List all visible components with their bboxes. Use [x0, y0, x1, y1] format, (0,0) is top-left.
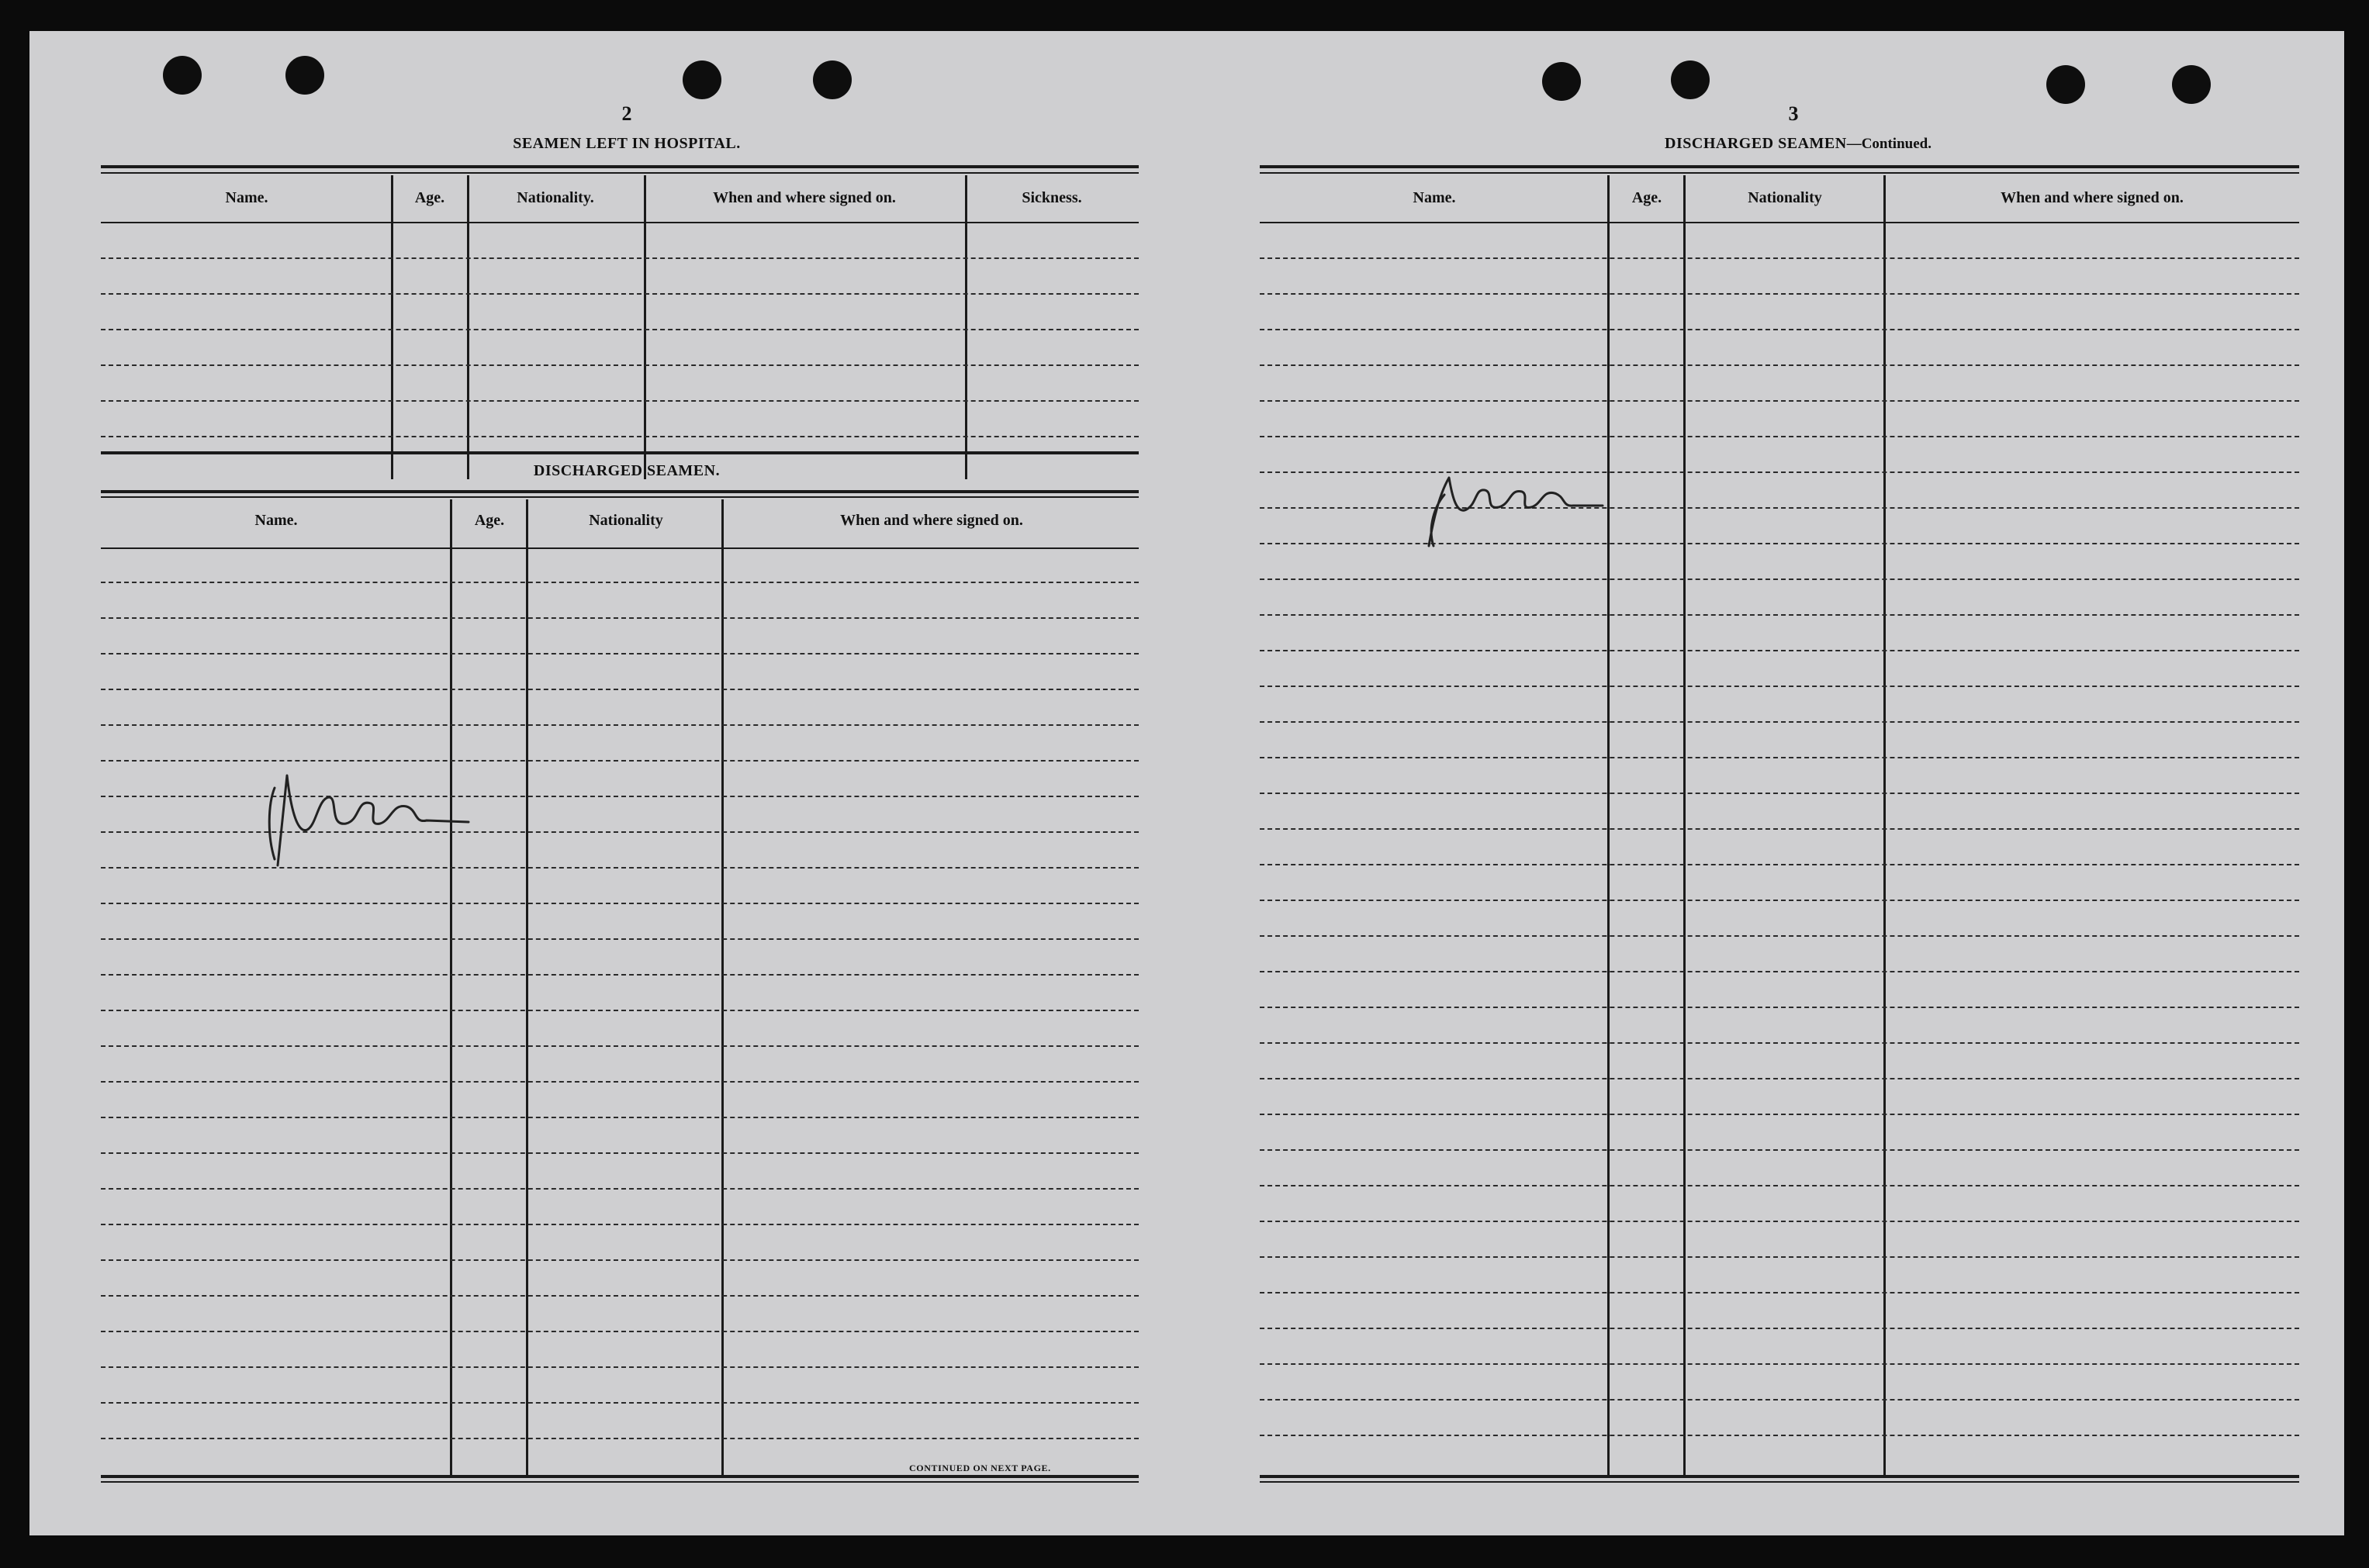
column-divider [644, 175, 646, 479]
row-line [101, 689, 1139, 690]
row-line [1260, 614, 2299, 616]
section-title-discharged-continued [1550, 135, 2046, 153]
punch-hole [1542, 62, 1581, 101]
handwritten-none-entry [1418, 465, 1620, 558]
column-divider [526, 499, 528, 1476]
punch-hole [683, 60, 721, 99]
title-text: DISCHARGED SEAMEN [1665, 135, 1847, 152]
row-line [101, 617, 1139, 619]
ledger-sheet [29, 31, 2344, 1535]
row-line [101, 1331, 1139, 1332]
row-line [101, 293, 1139, 295]
continued-note: CONTINUED ON NEXT PAGE. [909, 1463, 1051, 1473]
row-line [1260, 864, 2299, 865]
column-header-signed-on: When and where signed on. [840, 512, 1023, 529]
punch-hole [163, 56, 202, 95]
header-rule [101, 547, 1139, 549]
column-header-nationality: Nationality [589, 512, 663, 529]
row-line [1260, 1042, 2299, 1044]
rule [1260, 172, 2299, 174]
row-line [101, 1188, 1139, 1190]
row-line [101, 938, 1139, 940]
punch-hole [1671, 60, 1710, 99]
row-line [1260, 1221, 2299, 1222]
row-line [1260, 1435, 2299, 1436]
row-line [101, 1010, 1139, 1011]
column-header-age: Age. [414, 189, 445, 206]
row-line [1260, 1256, 2299, 1258]
row-line [1260, 757, 2299, 758]
row-line [101, 1224, 1139, 1225]
bottom-rule [101, 1481, 1139, 1483]
column-header-nationality: Nationality. [517, 189, 594, 206]
bottom-rule [1260, 1481, 2299, 1483]
row-line [101, 364, 1139, 366]
row-line [1260, 400, 2299, 402]
row-line [101, 1045, 1139, 1047]
row-line [101, 974, 1139, 976]
row-line [1260, 900, 2299, 901]
row-line [1260, 686, 2299, 687]
page-number: 3 [1788, 102, 1799, 125]
row-line [101, 400, 1139, 402]
column-header-age: Age. [474, 512, 505, 529]
header-rule [1260, 222, 2299, 223]
header-rule [101, 222, 1139, 223]
row-line [101, 1366, 1139, 1368]
column-header-age: Age. [1631, 189, 1662, 206]
column-divider [721, 499, 724, 1476]
row-line [101, 1081, 1139, 1083]
row-line [1260, 935, 2299, 937]
row-line [101, 436, 1139, 437]
punch-hole [813, 60, 852, 99]
row-line [101, 1259, 1139, 1261]
row-line [1260, 293, 2299, 295]
column-divider [1883, 175, 1886, 1478]
row-line [1260, 1399, 2299, 1400]
column-header-name: Name. [254, 512, 298, 529]
row-line [1260, 579, 2299, 580]
column-divider [467, 175, 469, 479]
row-line [101, 903, 1139, 904]
row-line [1260, 507, 2299, 509]
row-line [1260, 971, 2299, 972]
row-line [101, 724, 1139, 726]
bottom-rule [1260, 1475, 2299, 1478]
rule [101, 490, 1139, 493]
column-divider [1683, 175, 1686, 1478]
row-line [101, 257, 1139, 259]
row-line [1260, 793, 2299, 794]
row-line [101, 329, 1139, 330]
section-title-discharged: DISCHARGED SEAMEN. [533, 462, 721, 479]
row-line [1260, 257, 2299, 259]
row-line [1260, 436, 2299, 437]
row-line [1260, 1149, 2299, 1151]
column-divider [1607, 175, 1610, 1478]
column-divider [391, 175, 393, 479]
row-line [1260, 828, 2299, 830]
column-divider [965, 175, 967, 479]
section-title-hospital: SEAMEN LEFT IN HOSPITAL. [513, 135, 741, 152]
row-line [101, 653, 1139, 654]
bottom-rule [101, 1475, 1139, 1478]
column-header-signed-on: When and where signed on. [713, 189, 896, 206]
rule [101, 496, 1139, 498]
title-suffix: —Continued. [1846, 136, 1932, 152]
row-line [1260, 1078, 2299, 1079]
row-line [1260, 1185, 2299, 1186]
row-line [1260, 1292, 2299, 1293]
rule [101, 172, 1139, 174]
top-rule [1260, 165, 2299, 168]
punch-hole [285, 56, 324, 95]
row-line [101, 1295, 1139, 1297]
punch-hole [2172, 65, 2211, 104]
row-line [1260, 543, 2299, 544]
column-header-signed-on: When and where signed on. [2001, 189, 2184, 206]
page-number: 2 [621, 102, 632, 125]
row-line [1260, 650, 2299, 651]
row-line [1260, 1328, 2299, 1329]
row-line [1260, 1007, 2299, 1008]
row-line [1260, 364, 2299, 366]
column-divider [450, 499, 452, 1476]
column-header-name: Name. [1413, 189, 1456, 206]
column-header-name: Name. [225, 189, 268, 206]
column-header-sickness: Sickness. [1022, 189, 1082, 206]
top-rule [101, 165, 1139, 168]
row-line [101, 1152, 1139, 1154]
section-rule [101, 451, 1139, 454]
row-line [1260, 1363, 2299, 1365]
row-line [101, 582, 1139, 583]
column-header-nationality: Nationality [1748, 189, 1822, 206]
row-line [101, 1117, 1139, 1118]
punch-hole [2046, 65, 2085, 104]
row-line [101, 1438, 1139, 1439]
row-line [1260, 721, 2299, 723]
handwritten-none-entry [254, 749, 487, 889]
row-line [101, 1402, 1139, 1404]
row-line [1260, 329, 2299, 330]
row-line [1260, 1114, 2299, 1115]
row-line [1260, 471, 2299, 473]
